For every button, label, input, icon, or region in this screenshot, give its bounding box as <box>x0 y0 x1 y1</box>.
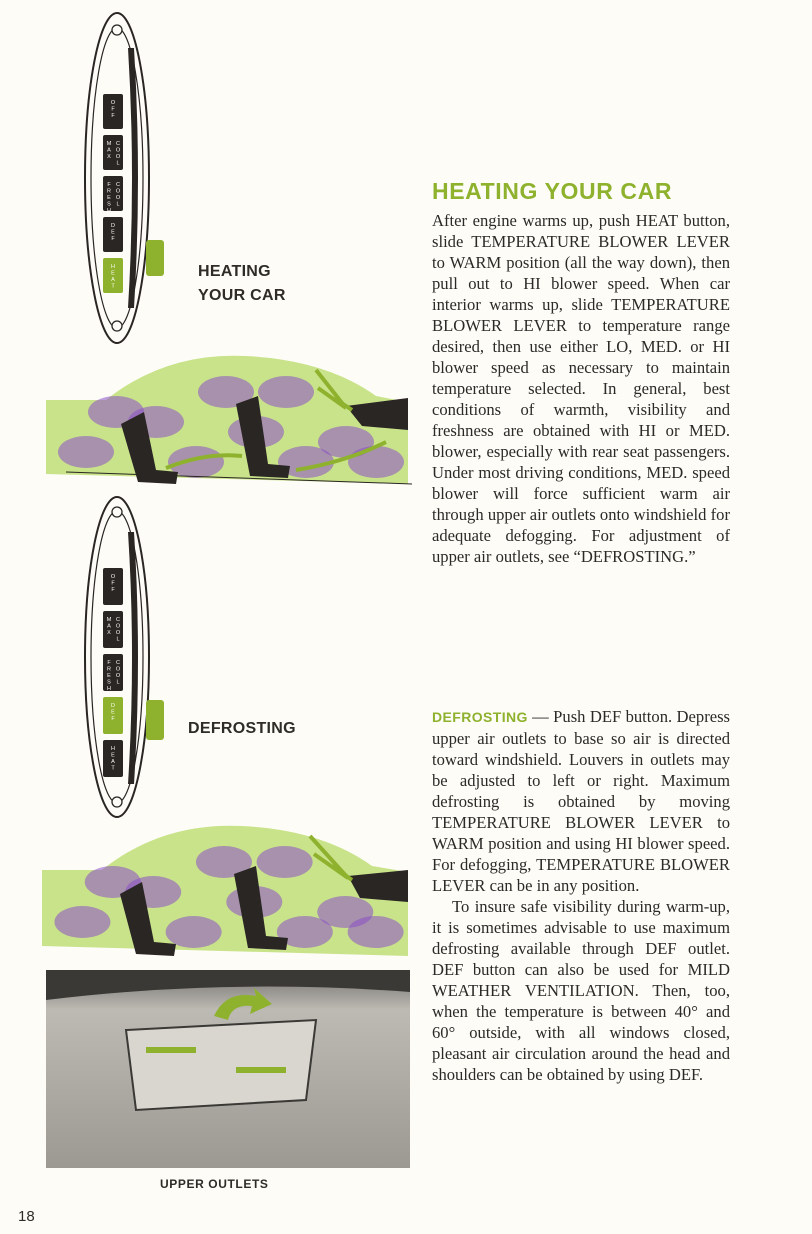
defrost-run-heading: DEFROSTING <box>432 709 528 725</box>
heating-button-letter: F <box>107 182 111 188</box>
airflow-blob <box>258 376 314 408</box>
defrost-button-letter: O <box>115 673 121 679</box>
heating-panel-label <box>198 263 286 305</box>
defrost-button-letter: O <box>115 666 121 673</box>
defrost-button-letter: O <box>115 630 121 636</box>
heating-heading: HEATING YOUR CAR <box>432 178 673 204</box>
heating-button-letter: C <box>116 141 120 147</box>
defrost-button-letter: T <box>111 765 115 772</box>
defrost-button-letter: E <box>107 673 111 679</box>
defrost-button-letter: C <box>116 617 120 623</box>
heating-button-letter: O <box>110 100 116 106</box>
airflow-blob <box>348 916 404 948</box>
airflow-blob <box>58 436 114 468</box>
heating-button-letter: M <box>106 141 112 147</box>
defrost-button-letter: O <box>115 623 121 630</box>
car-airflow-illustration-heating <box>46 352 412 492</box>
heating-button-letter: D <box>111 223 115 229</box>
defrost-button-letter: D <box>111 703 115 709</box>
heating-button-letter: F <box>111 106 115 113</box>
defrost-button-letter: X <box>107 630 111 636</box>
defrost-button-letter: F <box>107 660 111 666</box>
defrost-body <box>432 706 730 1085</box>
defrost-button-letter: H <box>107 686 111 692</box>
heating-button-letter: E <box>111 229 115 236</box>
heating-button-letter: E <box>107 195 111 201</box>
airflow-blob <box>348 446 404 478</box>
airflow-blob <box>257 846 313 878</box>
car-airflow-illustration-defrost <box>42 822 412 964</box>
defrost-paragraph-1 <box>432 706 730 896</box>
heating-button-letter: O <box>115 195 121 201</box>
heating-button-letter: F <box>111 236 115 242</box>
heating-button-letter: L <box>116 201 120 208</box>
heating-button-letter: T <box>111 283 115 290</box>
heating-button-letter: H <box>111 264 115 270</box>
heating-paragraph: After engine warms up, push HEAT button, slide TEMPERATURE BLOWER LEVER to WARM position (all the way down), then pull out to HI blower speed. When car interior warms up, slide TEMPERATURE BLOWER LEVER to temperature range desired, then use either LO, MED. or HI blower speed as necessary to maintain temperature selected. In general, best conditions of warmth, visibility and freshness are obtained with HI or MED. blower, especially with rear seat passengers. Under most driving conditions, MED. speed blower will force sufficient warm air through upper air outlets onto windshield for adequate defogging. For adjustment of upper air outlets, see “DEFROSTING.” <box>432 211 730 566</box>
heating-button-letter: X <box>107 154 111 160</box>
defrost-button-letter: A <box>111 759 115 765</box>
defrost-button-letter: F <box>111 716 115 722</box>
defrost-text-1: Push DEF button. Depress upper air outlets to base so air is directed toward windshield. Louvers in outlets may be adjusted to left or right. Maximum defrosting is obtained by moving TEMPERATURE BLOWER LEVER to WARM position and using HI blower speed. For defogging, TEMPERATURE BLOWER LEVER can be in any position. <box>432 707 730 895</box>
defrost-panel-label: DEFROSTING <box>188 720 296 737</box>
heating-button-letter: S <box>107 201 111 208</box>
defrost-button-letter: F <box>111 580 115 587</box>
defrost-button-letter: L <box>116 636 120 643</box>
heating-button-letter: F <box>111 113 115 119</box>
heating-body <box>432 210 730 567</box>
defrost-button-letter: C <box>116 660 120 666</box>
heating-label-line1: HEATING <box>198 263 271 280</box>
photo-caption: UPPER OUTLETS <box>160 1177 269 1191</box>
heating-button-letter: O <box>115 154 121 160</box>
defrost-button-letter: E <box>111 752 115 759</box>
defrost-button-letter: H <box>111 746 115 752</box>
defrost-button-letter: R <box>107 666 111 673</box>
defrost-control-panel <box>82 492 172 822</box>
airflow-blob <box>166 916 222 948</box>
defrost-dash: — <box>527 707 554 726</box>
defrost-button-letter: F <box>111 587 115 593</box>
defrost-button-letter: A <box>107 623 111 630</box>
heating-button-letter: E <box>111 270 115 277</box>
defrost-button-letter: O <box>110 574 116 580</box>
airflow-blob <box>54 906 110 938</box>
heating-button-letter: H <box>107 208 111 214</box>
heating-button-letter: C <box>116 182 120 188</box>
heating-button-letter: O <box>115 147 121 154</box>
heating-control-panel <box>82 8 172 348</box>
defrost-button-letter: E <box>111 709 115 716</box>
heating-button-letter: A <box>107 147 111 154</box>
heating-label-line2: YOUR CAR <box>198 287 286 304</box>
heating-button-letter: O <box>115 188 121 195</box>
heating-button-letter: R <box>107 188 111 195</box>
defrost-button-letter: M <box>106 617 112 623</box>
upper-outlets-photo <box>46 970 410 1168</box>
page-number: 18 <box>18 1208 35 1225</box>
defrost-paragraph-2: To insure safe visibility during warm-up, it is sometimes advisable to use maximum defrosting available through DEF outlet. DEF button can also be used for MILD WEATHER VENTILATION. Then, too, when the temperature is between 40° and 60° outside, with all windows closed, pleasant air circulation around the head and shoulders can be obtained by using DEF. <box>432 897 730 1084</box>
heating-button-letter: L <box>116 160 120 167</box>
defrost-button-letter: S <box>107 679 111 686</box>
defrost-button-letter: L <box>116 679 120 686</box>
heating-button-letter: A <box>111 277 115 283</box>
